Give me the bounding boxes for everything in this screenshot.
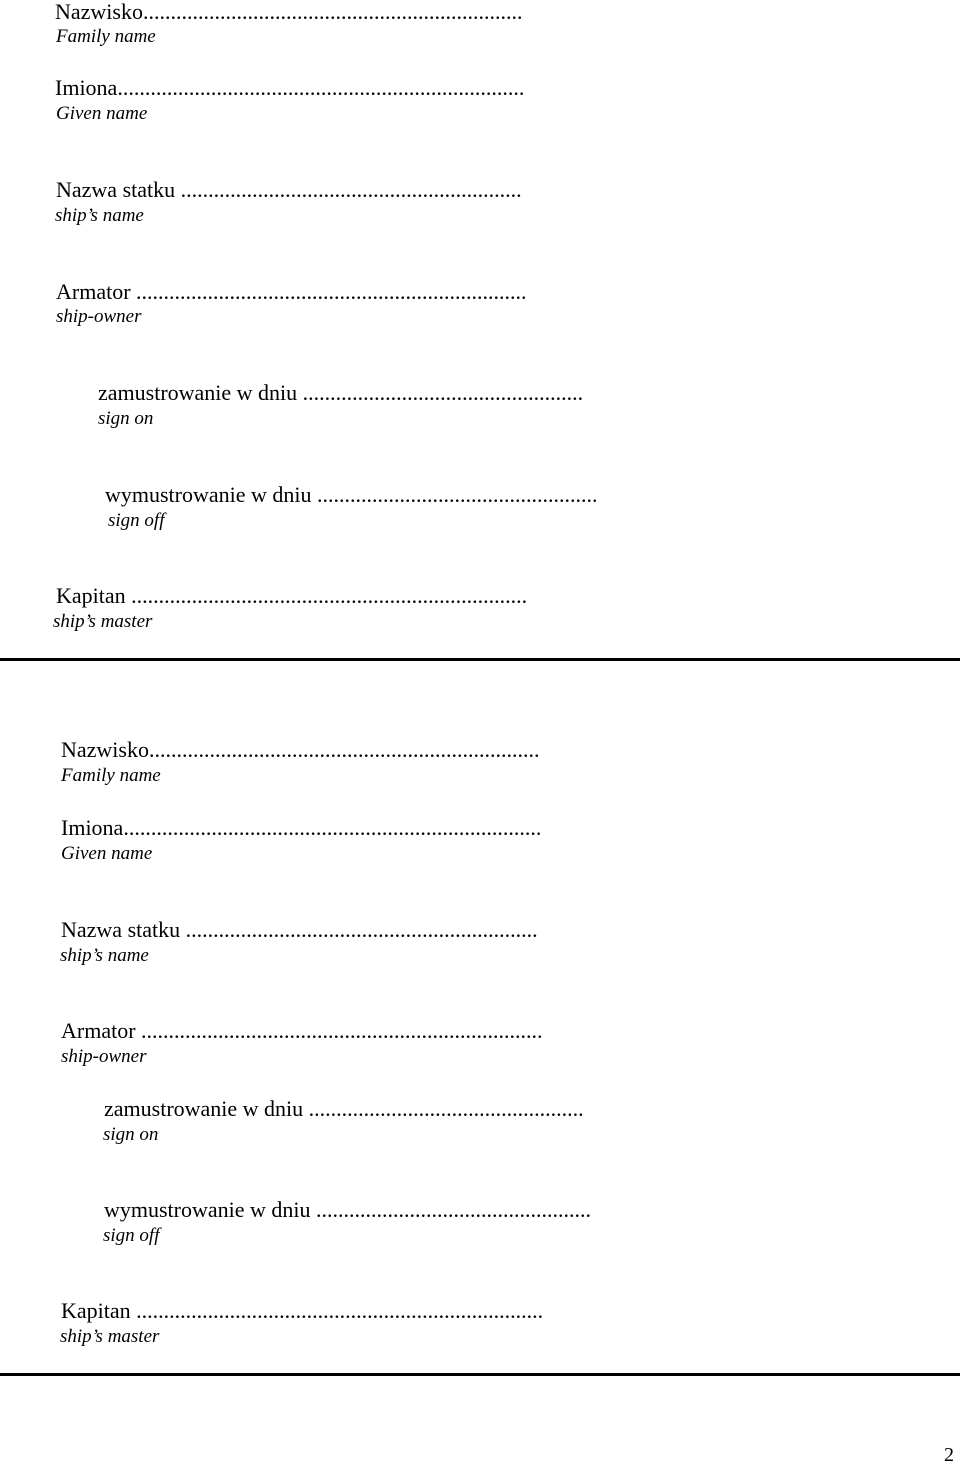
family-name-label: Nazwisko..................................................................... bbox=[55, 0, 523, 24]
separator-rule bbox=[0, 658, 960, 661]
ship-owner-label: Armator ......................................................................... bbox=[61, 1018, 543, 1043]
ship-name-caption: ship’s name bbox=[60, 945, 149, 966]
ship-owner-label: Armator ....................................................................... bbox=[56, 279, 527, 304]
given-name-label: Imiona............................................................................ bbox=[61, 815, 542, 840]
separator-rule bbox=[0, 1373, 960, 1376]
sign-on-label: zamustrowanie w dniu ................................................... bbox=[98, 380, 584, 405]
page-number: 2 bbox=[944, 1444, 954, 1466]
sign-on-label: zamustrowanie w dniu .................................................. bbox=[104, 1096, 584, 1121]
ship-master-label: Kapitan .......................................................................... bbox=[61, 1298, 544, 1323]
ship-master-label: Kapitan ........................................................................ bbox=[56, 583, 528, 608]
family-name-label: Nazwisko....................................................................... bbox=[61, 737, 540, 762]
ship-owner-caption: ship-owner bbox=[61, 1046, 147, 1067]
ship-name-caption: ship’s name bbox=[55, 205, 144, 226]
sign-on-caption: sign on bbox=[98, 408, 154, 429]
sign-off-label: wymustrowanie w dniu .................................................. bbox=[104, 1197, 592, 1222]
ship-owner-caption: ship-owner bbox=[56, 306, 142, 327]
ship-name-label: Nazwa statku ................................................................ bbox=[61, 917, 538, 942]
given-name-label: Imiona.......................................................................... bbox=[55, 75, 525, 100]
family-name-caption: Family name bbox=[61, 765, 161, 786]
sign-on-caption: sign on bbox=[103, 1124, 159, 1145]
given-name-caption: Given name bbox=[61, 843, 153, 864]
sign-off-label: wymustrowanie w dniu ................................................... bbox=[105, 482, 598, 507]
ship-master-caption: ship’s master bbox=[53, 611, 153, 632]
given-name-caption: Given name bbox=[56, 103, 148, 124]
family-name-caption: Family name bbox=[56, 26, 156, 47]
sign-off-caption: sign off bbox=[103, 1225, 160, 1246]
ship-master-caption: ship’s master bbox=[60, 1326, 160, 1347]
ship-name-label: Nazwa statku .............................................................. bbox=[56, 177, 522, 202]
sign-off-caption: sign off bbox=[108, 510, 165, 531]
